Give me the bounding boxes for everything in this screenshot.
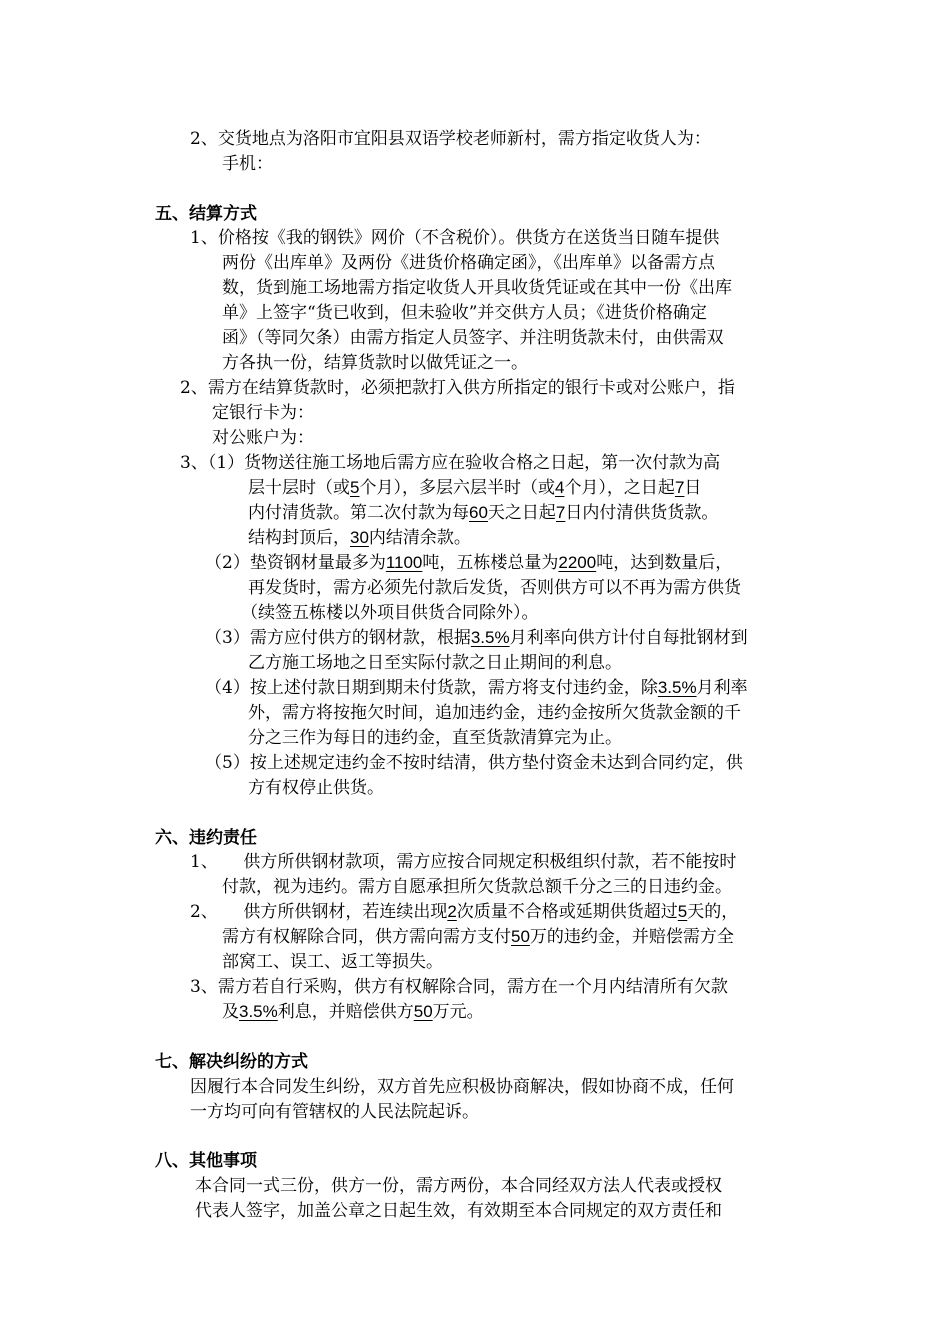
liability-item2-line2: 需方有权解除合同，供方需向需方支付50万的违约金，并赔偿需方全 [222,927,734,947]
months-multi-storey: 4 [554,478,565,497]
penalty-amount: 50 [511,927,530,946]
settlement-item3-p1-line1: 3、（1）货物送往施工场地后需方应在验收合格之日起，第一次付款为高 [180,453,721,473]
phone-line: 手机： [222,154,273,174]
interest-rate: 3.5% [239,1002,278,1021]
section-heading-liability: 六、违约责任 [155,828,257,848]
settlement-item1-line6: 方各执一份，结算货款时以做凭证之一。 [222,353,528,373]
liability-item3-line2: 及3.5%利息，并赔偿供方50万元。 [222,1002,484,1022]
settlement-item3-p4-line1: （4）按上述付款日期到期未付货款，需方将支付违约金，除3.5%月利率 [205,678,748,698]
settlement-item1-line5: 函》（等同欠条）由需方指定人员签字、并注明货款未付，由供需双 [222,328,724,348]
settlement-item2-line1: 2、需方在结算货款时，必须把款打入供方所指定的银行卡或对公账户，指 [180,378,735,398]
settlement-item3-p1-line2: 层十层时（或5个月），多层六层半时（或4个月），之日起7日 [248,478,702,498]
liability-item1-line1: 1、 供方所供钢材款项，需方应按合同规定积极组织付款，若不能按时 [190,852,737,872]
settlement-item1-line2: 两份《出库单》及两份《进货价格确定函》，《出库单》以备需方点 [222,253,715,273]
delay-days: 5 [677,902,688,921]
other-line1: 本合同一式三份，供方一份，需方两份，本合同经双方法人代表或授权 [195,1176,722,1196]
settlement-item2-line2: 定银行卡为： [212,403,314,423]
settlement-item3-p4-line3: 分之三作为每日的违约金，直至货款清算完为止。 [248,728,622,748]
settlement-item3-p3-line2: 乙方施工场地之日至实际付款之日止期间的利息。 [248,653,622,673]
section-heading-disputes: 七、解决纠纷的方式 [155,1052,308,1072]
days-final-payment: 30 [350,528,369,547]
max-steel-tons: 1100 [385,553,423,572]
settlement-item3-p5-line2: 方有权停止供货。 [248,778,384,798]
disputes-line2: 一方均可向有管辖权的人民法院起诉。 [190,1102,479,1122]
settlement-item2-line3: 对公账户为： [212,428,314,448]
settlement-item3-p5-line1: （5）按上述规定违约金不按时结清，供方垫付资金未达到合同约定，供 [205,753,743,773]
settlement-item3-p2-line3: （续签五栋楼以外项目供货合同除外）。 [241,603,539,623]
settlement-item3-p4-line2: 外，需方将按拖欠时间，追加违约金，违约金按所欠货款金额的千 [248,703,741,723]
section-heading-other: 八、其他事项 [155,1151,257,1171]
liability-item1-line2: 付款，视为违约。需方自愿承担所欠货款总额千分之三的日违约金。 [222,877,732,897]
total-steel-tons: 2200 [558,553,597,572]
settlement-item3-p1-line3: 内付清货款。第二次付款为每60天之日起7日内付清供货货款。 [248,503,719,523]
liability-item2-line3: 部窝工、误工、返工等损失。 [222,952,443,972]
settlement-item1-line1: 1、价格按《我的钢铁》网价（不含税价）。供货方在送货当日随车提供 [190,228,720,248]
liability-item3-line1: 3、需方若自行采购，供方有权解除合同，需方在一个月内结清所有欠款 [190,977,728,997]
penalty-interest-rate: 3.5% [657,678,697,697]
months-high-rise: 5 [350,478,360,497]
compensation-amount: 50 [413,1002,433,1021]
liability-item2-line1: 2、 供方所供钢材，若连续出现2次质量不合格或延期供货超过5天的， [190,902,739,922]
days-first-payment: 7 [674,478,685,497]
settlement-item1-line3: 数，货到施工场地需方指定收货人开具收货凭证或在其中一份《出库 [222,278,732,298]
other-line2: 代表人签字，加盖公章之日起生效，有效期至本合同规定的双方责任和 [195,1201,722,1221]
delivery-location-line: 2、交货地点为洛阳市宜阳县双语学校老师新村，需方指定收货人为： [190,129,711,149]
monthly-interest-rate: 3.5% [470,628,510,647]
quality-failure-count: 2 [447,902,457,921]
settlement-item3-p3-line1: （3）需方应付供方的钢材款，根据3.5%月利率向供方计付自每批钢材到 [205,628,748,648]
section-heading-settlement: 五、结算方式 [155,204,257,224]
settlement-item3-p1-line4: 结构封顶后，30内结清余款。 [248,528,471,548]
settlement-item3-p2-line1: （2）垫资钢材量最多为1100吨，五栋楼总量为2200吨，达到数量后， [205,553,733,573]
days-second-payment: 7 [555,503,566,522]
settlement-item1-line4: 单》上签字“货已收到，但未验收”并交供方人员；《进货价格确定 [222,303,707,323]
days-interval: 60 [469,503,488,522]
settlement-item3-p2-line2: 再发货时，需方必须先付款后发货，否则供方可以不再为需方供货 [248,578,741,598]
disputes-line1: 因履行本合同发生纠纷，双方首先应积极协商解决，假如协商不成，任何 [190,1077,734,1097]
